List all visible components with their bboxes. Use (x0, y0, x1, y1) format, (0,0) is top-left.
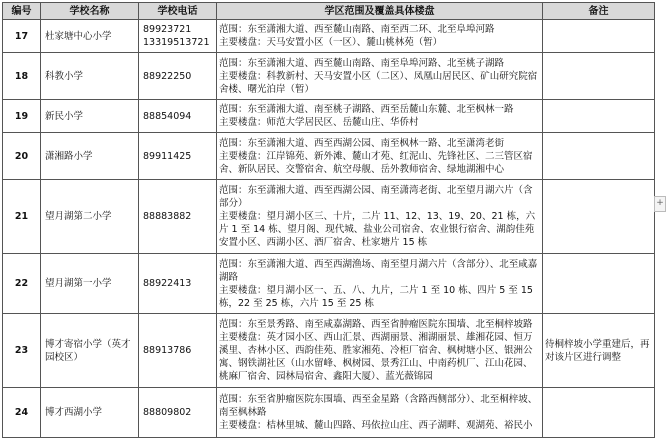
school-name: 望月湖第一小学 (41, 254, 139, 314)
note-cell (543, 254, 655, 314)
range-line: 范围：东至潇湘大道、西至麓山南路、南至阜埠河路、北至桃子湖路 (219, 57, 505, 69)
phone-line: 89923721 (143, 24, 192, 35)
range-line: 范围：东至景秀路、南至咸嘉湖路、西至省肿瘤医院东围墙、北至桐梓坡路 (219, 319, 533, 330)
table-row (3, 20, 655, 53)
phone-line: 88854094 (143, 110, 192, 122)
row-number: 23 (3, 314, 41, 388)
district-range (217, 314, 543, 388)
school-name: 望月湖第二小学 (41, 180, 139, 254)
row-number: 22 (3, 254, 41, 314)
range-line: 主要楼盘：望月湖小区三、十片，二片 11、12、13、19、20、21 栋，六片 1 至 14 栋、望月阁、现代城、盐业公司宿舍、农业银行宿舍、湖韵佳苑安置小区、西湖小区、酒厂宿舍、杜家塘片 15 栋 (219, 211, 536, 248)
table-row (3, 53, 655, 100)
table-row (3, 388, 655, 438)
school-name: 博才西湖小学 (41, 388, 139, 438)
district-range (217, 133, 543, 180)
range-line: 范围：东至潇湘大道、西至西湖渔场、南至望月湖六片（含部分）、北至咸嘉湖路 (219, 258, 538, 283)
header-school-phone: 学校电话 (139, 3, 217, 20)
range-line: 主要楼盘：科教新村、天马安置小区（二区）、凤凰山居民区、矿山研究院宿舍楼、曙光泊岸（暂） (219, 70, 538, 95)
school-phone (139, 180, 217, 254)
note-cell (543, 100, 655, 133)
range-line: 范围：东至潇湘大道、西至西湖公园、南至枫林一路、北至潇湾老街 (219, 137, 505, 149)
school-name: 博才寄宿小学（英才园校区） (41, 314, 139, 388)
school-name: 杜家塘中心小学 (41, 20, 139, 53)
school-phone (139, 254, 217, 314)
note-cell: 待桐梓坡小学重建后，再对该片区进行调整 (543, 314, 655, 388)
phone-line: 88913786 (143, 345, 192, 356)
note-cell (543, 133, 655, 180)
expand-plus-button[interactable]: + (654, 196, 666, 212)
note-cell (543, 388, 655, 438)
header-number: 编号 (3, 3, 41, 20)
phone-line: 89911425 (143, 150, 192, 162)
district-range (217, 254, 543, 314)
header-district-range: 学区范围及覆盖具体楼盘 (217, 3, 543, 20)
table-header-row (3, 3, 655, 20)
school-phone (139, 100, 217, 133)
district-range (217, 180, 543, 254)
phone-line: 13319513721 (143, 37, 210, 48)
school-phone (139, 133, 217, 180)
range-line: 范围：东至潇湘大道、西至麓山南路、南至西二环、北至阜埠河路 (219, 24, 495, 35)
range-line: 范围：东至潇湘大道、南至桃子湖路、西至岳麓山东麓、北至枫林一路 (219, 104, 514, 115)
range-line: 主要楼盘：桔林里城、麓山四路、玛依拉山庄、西子湖畔、观湖苑、裕民小 (219, 420, 533, 431)
note-cell (543, 180, 655, 254)
note-cell (543, 53, 655, 100)
phone-line: 88883882 (143, 211, 192, 222)
school-name: 潇湘路小学 (41, 133, 139, 180)
district-range (217, 388, 543, 438)
header-school-name: 学校名称 (41, 3, 139, 20)
row-number: 20 (3, 133, 41, 180)
phone-line: 88809802 (143, 407, 192, 418)
range-line: 范围：东至省肿瘤医院东围墙、西至金星路（含路西侧部分）、北至桐梓坡、南至枫林路 (219, 394, 538, 418)
table-row (3, 180, 655, 254)
range-line: 主要楼盘：英才园小区、西山汇景、西湖丽景、湘湖丽景、雄湘花园、恒万溪里、杏林小区、西韵佳苑、胜家湘苑、冷柜厂宿舍、枫树塘小区、银洲公寓、钢铁湖社区（山水留峰、枫树园、景秀江山、中南药机厂、江山花园、桃麻厂宿舍、园林局宿舍、鑫阳大厦）、蓝光薇锦园 (219, 332, 533, 382)
school-phone (139, 314, 217, 388)
note-cell (543, 20, 655, 53)
school-phone (139, 20, 217, 53)
table-row (3, 100, 655, 133)
range-line: 范围：东至潇湘大道、西至西湖公园、南至潇湾老街、北至望月湖六片（含部分） (219, 185, 533, 209)
row-number: 19 (3, 100, 41, 133)
row-number: 18 (3, 53, 41, 100)
range-line: 主要楼盘：江岸锦苑、新外滩、麓山才苑、红泥山、先锋社区、二三管区宿舍、新队居民、交警宿舍、航空母舰、岳外教师宿舍、绿地湖湘中心 (219, 150, 533, 175)
phone-line: 88922250 (143, 70, 192, 82)
school-phone (139, 388, 217, 438)
table-row (3, 133, 655, 180)
row-number: 24 (3, 388, 41, 438)
district-range (217, 53, 543, 100)
header-note: 备注 (543, 3, 655, 20)
school-district-table (2, 2, 655, 438)
range-line: 主要楼盘：师范大学居民区、岳麓山庄、华侨村 (219, 117, 419, 128)
school-phone (139, 53, 217, 100)
phone-line: 88922413 (143, 278, 192, 289)
school-name: 科教小学 (41, 53, 139, 100)
district-range (217, 20, 543, 53)
district-range (217, 100, 543, 133)
table-row (3, 254, 655, 314)
range-line: 主要楼盘：望月湖小区一、五、八、九片，二片 1 至 10 栋、四片 5 至 15 栋，22 至 25 栋，六片 15 至 25 栋 (219, 284, 533, 309)
row-number: 17 (3, 20, 41, 53)
table-row (3, 314, 655, 388)
row-number: 21 (3, 180, 41, 254)
range-line: 主要楼盘：天马安置小区（一区）、麓山桃林苑（暂） (219, 37, 443, 48)
school-name: 新民小学 (41, 100, 139, 133)
